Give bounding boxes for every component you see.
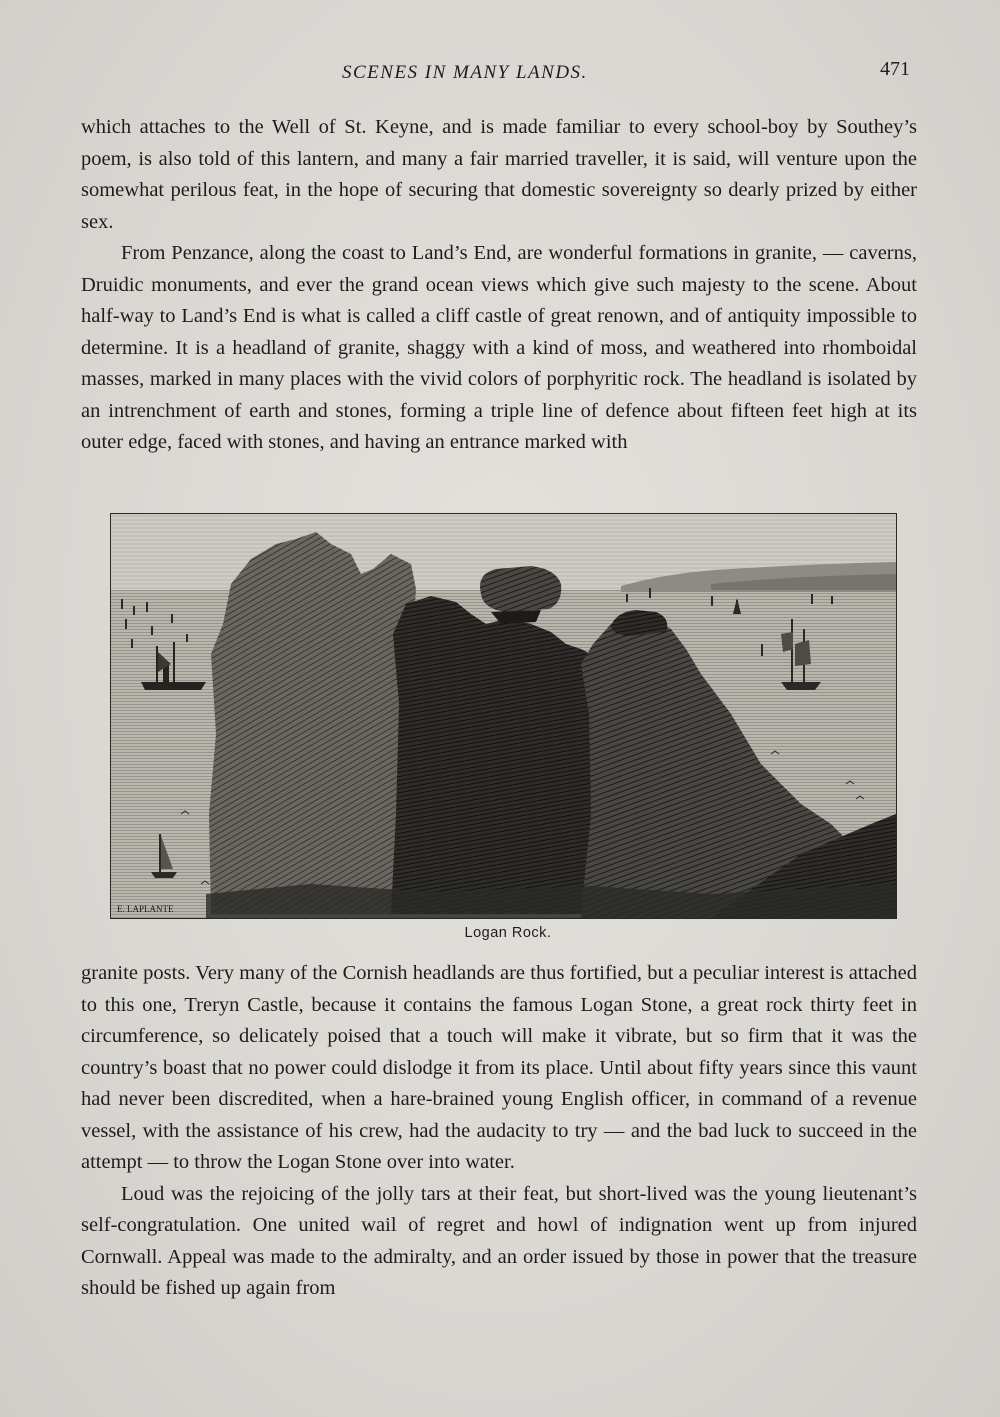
page-number: 471 — [880, 58, 910, 80]
text-block-bottom — [81, 958, 917, 1305]
engraver-signature: E. LAPLANTE — [117, 904, 174, 914]
logan-rock-engraving — [110, 513, 897, 919]
paragraph-penzance: From Penzance, along the coast to Land’s End, are wonderful formations in granite, — caverns, Druidic monuments, and ever the grand ocean views which give such majesty to the scene. About half-way to Land’s End is what is called a cliff castle of great renown, and of antiquity impossible to determine. It is a headland of granite, shaggy with a kind of moss, and weathered into rhomboidal masses, marked in many places with the vivid colors of porphyritic rock. The headland is isolated by an intrenchment of earth and stones, forming a triple line of defence about fifteen feet high at its outer edge, faced with stones, and having an entrance marked with — [81, 242, 917, 453]
figure-caption: Logan Rock. — [464, 925, 552, 941]
paragraph-loud-rejoicing: Loud was the rejoicing of the jolly tars at their feat, but short-lived was the young lieutenant’s self-congratulation. One united wail of regret and howl of indignation went up from injured Cornwall. Appeal was made to the admiralty, and an order issued by those in power that the treasure should be fished up again from — [81, 1182, 917, 1299]
paragraph-granite-posts: granite posts. Very many of the Cornish headlands are thus fortified, but a peculiar interest is attached to this one, Treryn Castle, because it contains the famous Logan Stone, a great rock thirty feet in circumference, so delicately poised that a touch will make it vibrate, but so firm that it was the country’s boast that no power could dislodge it from its place. Until about fifty years since this vaunt had never been discredited, when a hare-brained young English officer, in command of a revenue vessel, with the assistance of his crew, had the audacity to try — and the bad luck to succeed in the attempt — to throw the Logan Stone over into water. — [81, 962, 917, 1173]
text-block-top — [81, 112, 917, 459]
running-head — [0, 58, 1000, 88]
running-title: SCENES IN MANY LANDS. — [342, 62, 588, 83]
paragraph-well-of-st-keyne: which attaches to the Well of St. Keyne, and is made familiar to every school-boy by Southey’s poem, is also told of this lantern, and many a fair married traveller, it is said, will venture upon the somewhat perilous feat, in the hope of securing that domestic sovereignty so dearly prized by either sex. — [81, 116, 917, 233]
